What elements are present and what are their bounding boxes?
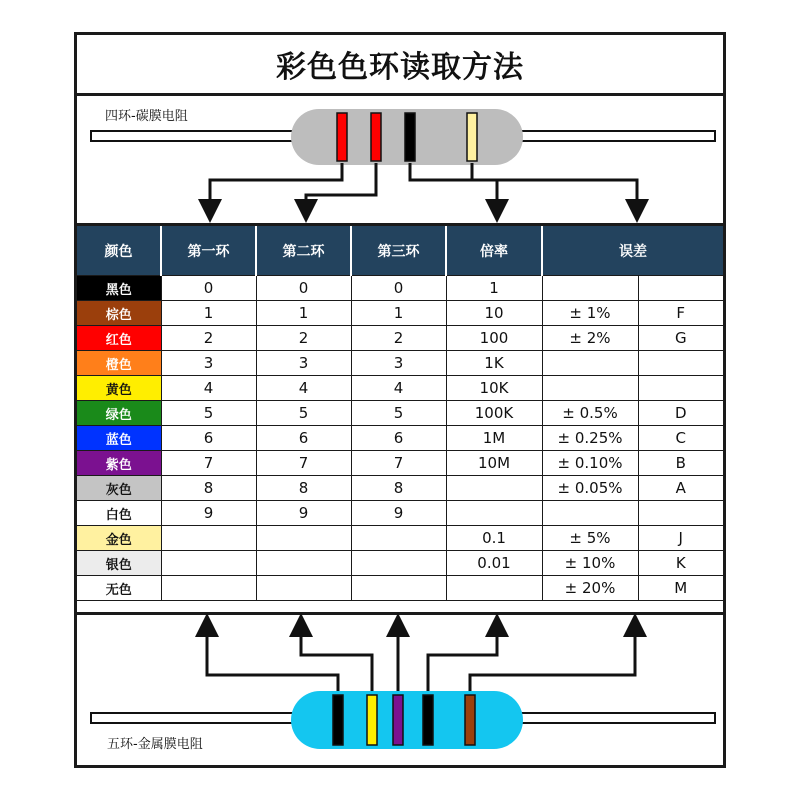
table-row xyxy=(77,476,723,501)
table-row xyxy=(77,551,723,576)
color-name-cell: 白色 xyxy=(77,501,161,526)
bottom-band-2 xyxy=(367,695,377,745)
first-band-cell: 4 xyxy=(161,376,256,401)
third-band-cell: 9 xyxy=(351,501,446,526)
divider xyxy=(77,612,723,615)
tolerance-code-cell: C xyxy=(638,426,723,451)
tolerance-code-cell xyxy=(638,351,723,376)
third-band-cell: 8 xyxy=(351,476,446,501)
header-second-band: 第二环 xyxy=(256,226,351,276)
bottom-arrow-4 xyxy=(428,625,497,695)
second-band-cell: 8 xyxy=(256,476,351,501)
second-band-cell: 2 xyxy=(256,326,351,351)
bottom-resistor-caption: 五环-金属膜电阻 xyxy=(107,737,203,752)
table-row xyxy=(77,526,723,551)
multiplier-cell: 100K xyxy=(446,401,542,426)
top-band-4 xyxy=(467,113,477,161)
second-band-cell xyxy=(256,526,351,551)
tolerance-cell xyxy=(542,276,638,301)
top-band-1 xyxy=(337,113,347,161)
tolerance-code-cell: G xyxy=(638,326,723,351)
tolerance-code-cell xyxy=(638,276,723,301)
first-band-cell: 2 xyxy=(161,326,256,351)
color-code-table xyxy=(77,226,723,601)
top-band-2 xyxy=(371,113,381,161)
bottom-band-1 xyxy=(333,695,343,745)
chart-frame xyxy=(74,32,726,768)
color-name-cell: 蓝色 xyxy=(77,426,161,451)
top-resistor-caption: 四环-碳膜电阻 xyxy=(105,109,188,124)
first-band-cell xyxy=(161,526,256,551)
third-band-cell: 1 xyxy=(351,301,446,326)
tolerance-cell: ± 5% xyxy=(542,526,638,551)
multiplier-cell xyxy=(446,576,542,601)
color-name-cell: 黄色 xyxy=(77,376,161,401)
third-band-cell: 7 xyxy=(351,451,446,476)
table-row xyxy=(77,301,723,326)
multiplier-cell: 1 xyxy=(446,276,542,301)
header-tolerance: 误差 xyxy=(542,226,723,276)
table-row xyxy=(77,276,723,301)
multiplier-cell: 10K xyxy=(446,376,542,401)
bottom-arrow-1 xyxy=(207,625,338,695)
table-row xyxy=(77,501,723,526)
tolerance-code-cell: B xyxy=(638,451,723,476)
top-arrow-3 xyxy=(410,163,497,211)
tolerance-cell: ± 0.25% xyxy=(542,426,638,451)
table-row xyxy=(77,401,723,426)
tolerance-cell: ± 10% xyxy=(542,551,638,576)
second-band-cell: 4 xyxy=(256,376,351,401)
second-band-cell xyxy=(256,551,351,576)
multiplier-cell: 100 xyxy=(446,326,542,351)
table-row xyxy=(77,326,723,351)
header-third-band: 第三环 xyxy=(351,226,446,276)
bottom-lead-wire xyxy=(91,713,715,723)
tolerance-cell: ± 0.5% xyxy=(542,401,638,426)
tolerance-cell: ± 0.05% xyxy=(542,476,638,501)
multiplier-cell: 0.1 xyxy=(446,526,542,551)
third-band-cell: 3 xyxy=(351,351,446,376)
header-multiplier: 倍率 xyxy=(446,226,542,276)
table-row xyxy=(77,376,723,401)
multiplier-cell xyxy=(446,501,542,526)
multiplier-cell: 10M xyxy=(446,451,542,476)
color-name-cell: 绿色 xyxy=(77,401,161,426)
bottom-resistor-body xyxy=(291,691,523,749)
third-band-cell: 0 xyxy=(351,276,446,301)
third-band-cell: 5 xyxy=(351,401,446,426)
first-band-cell: 8 xyxy=(161,476,256,501)
color-name-cell: 银色 xyxy=(77,551,161,576)
tolerance-cell: ± 1% xyxy=(542,301,638,326)
tolerance-code-cell: J xyxy=(638,526,723,551)
multiplier-cell: 1K xyxy=(446,351,542,376)
table-row xyxy=(77,451,723,476)
tolerance-code-cell: F xyxy=(638,301,723,326)
bottom-band-3 xyxy=(393,695,403,745)
table-row xyxy=(77,351,723,376)
color-name-cell: 橙色 xyxy=(77,351,161,376)
color-name-cell: 红色 xyxy=(77,326,161,351)
first-band-cell xyxy=(161,551,256,576)
color-name-cell: 紫色 xyxy=(77,451,161,476)
second-band-cell: 6 xyxy=(256,426,351,451)
color-name-cell: 黑色 xyxy=(77,276,161,301)
third-band-cell xyxy=(351,526,446,551)
table-header-row xyxy=(77,226,723,276)
color-name-cell: 无色 xyxy=(77,576,161,601)
color-name-cell: 棕色 xyxy=(77,301,161,326)
tolerance-code-cell: M xyxy=(638,576,723,601)
tolerance-cell: ± 2% xyxy=(542,326,638,351)
first-band-cell: 6 xyxy=(161,426,256,451)
color-name-cell: 灰色 xyxy=(77,476,161,501)
third-band-cell: 6 xyxy=(351,426,446,451)
third-band-cell: 2 xyxy=(351,326,446,351)
multiplier-cell: 10 xyxy=(446,301,542,326)
second-band-cell: 1 xyxy=(256,301,351,326)
tolerance-cell xyxy=(542,351,638,376)
four-band-resistor-diagram xyxy=(77,35,723,225)
first-band-cell: 5 xyxy=(161,401,256,426)
second-band-cell: 7 xyxy=(256,451,351,476)
header-first-band: 第一环 xyxy=(161,226,256,276)
third-band-cell xyxy=(351,551,446,576)
first-band-cell: 0 xyxy=(161,276,256,301)
top-arrow-1 xyxy=(210,163,342,211)
tolerance-code-cell xyxy=(638,501,723,526)
second-band-cell xyxy=(256,576,351,601)
tolerance-cell xyxy=(542,501,638,526)
first-band-cell: 7 xyxy=(161,451,256,476)
first-band-cell: 1 xyxy=(161,301,256,326)
top-band-3 xyxy=(405,113,415,161)
page-title: 彩色色环读取方法 xyxy=(77,35,723,96)
header-color: 颜色 xyxy=(77,226,161,276)
tolerance-cell: ± 0.10% xyxy=(542,451,638,476)
tolerance-code-cell: K xyxy=(638,551,723,576)
second-band-cell: 3 xyxy=(256,351,351,376)
multiplier-cell xyxy=(446,476,542,501)
third-band-cell: 4 xyxy=(351,376,446,401)
tolerance-cell: ± 20% xyxy=(542,576,638,601)
bottom-arrow-5 xyxy=(470,625,635,695)
tolerance-code-cell: D xyxy=(638,401,723,426)
bottom-band-5 xyxy=(465,695,475,745)
first-band-cell: 3 xyxy=(161,351,256,376)
table-row xyxy=(77,576,723,601)
second-band-cell: 9 xyxy=(256,501,351,526)
multiplier-cell: 0.01 xyxy=(446,551,542,576)
second-band-cell: 0 xyxy=(256,276,351,301)
color-name-cell: 金色 xyxy=(77,526,161,551)
table-row xyxy=(77,426,723,451)
tolerance-code-cell xyxy=(638,376,723,401)
bottom-arrow-2 xyxy=(301,625,372,695)
first-band-cell: 9 xyxy=(161,501,256,526)
tolerance-cell xyxy=(542,376,638,401)
tolerance-code-cell: A xyxy=(638,476,723,501)
bottom-band-4 xyxy=(423,695,433,745)
third-band-cell xyxy=(351,576,446,601)
multiplier-cell: 1M xyxy=(446,426,542,451)
first-band-cell xyxy=(161,576,256,601)
second-band-cell: 5 xyxy=(256,401,351,426)
